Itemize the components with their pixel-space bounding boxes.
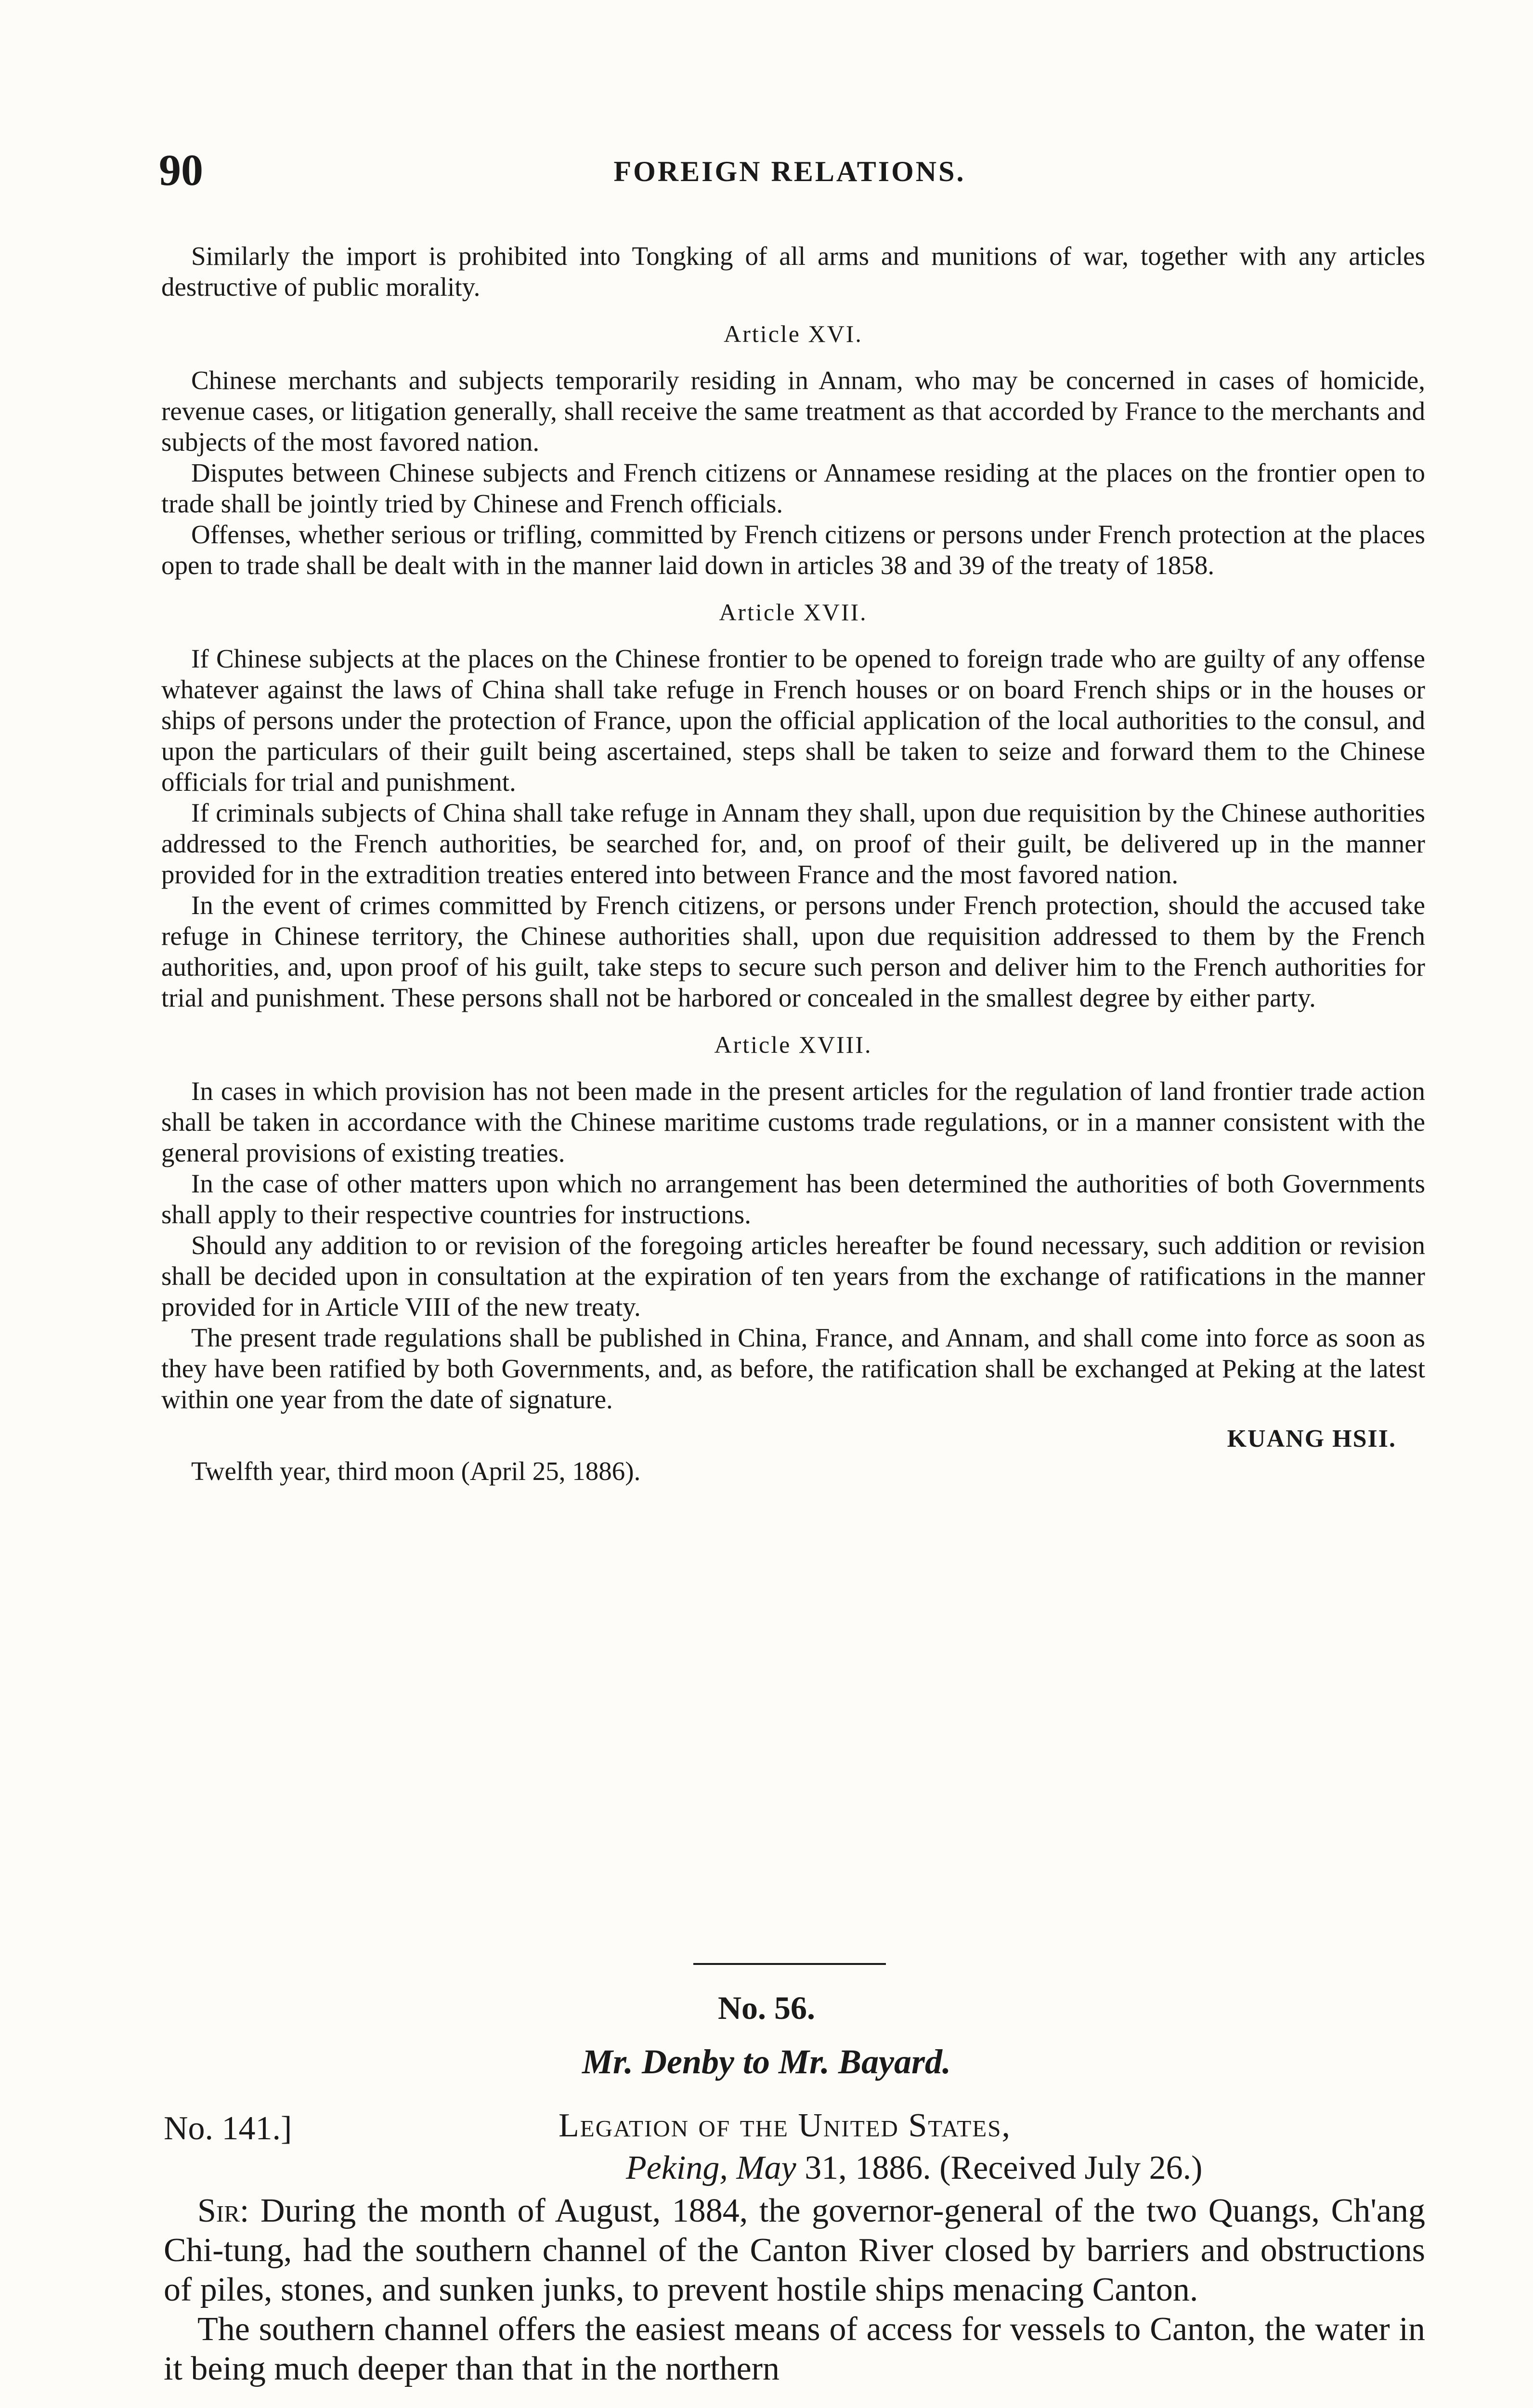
article-paragraph: In the event of crimes committed by French citizens, or persons under French protection, should the accused take refuge in Chinese territory, the Chinese authorities shall, upon due requisition addressed to them by the French authorities, and, upon proof of his guilt, take steps to secure such person and deliver him to the French authorities for trial and punishment. These persons shall not be harbored or concealed in the smallest degree by either party. [161, 890, 1425, 1012]
salutation: Sir: [197, 2192, 249, 2229]
article-paragraph: In the case of other matters upon which no arrangement has been determined the authorities of both Governments shall apply to their respective countries for instructions. [161, 1169, 1425, 1229]
article-paragraph: If Chinese subjects at the places on the Chinese frontier to be opened to foreign trade who are guilty of any offense whatever against the laws of China shall take refuge in French houses or on board French ships or in the houses or ships of persons under the protection of France, upon the official application of the local authorities to the consul, and upon the particulars of their guilt being ascertained, steps shall be taken to seize and forward them to the Chinese officials for trial and punishment. [161, 644, 1425, 797]
letter-paragraph: The southern channel offers the easiest means of access for vessels to Canton, the water in it being much deeper than that in the northern [164, 2311, 1425, 2387]
page-number: 90 [159, 145, 203, 195]
document-number: No. 56. [717, 1989, 816, 2026]
article-paragraph: In cases in which provision has not been made in the present articles for the regulation of land frontier trade action shall be taken in accordance with the Chinese maritime customs trade regulations, or in a manner consistent with the general provisions of existing treaties. [161, 1076, 1425, 1167]
letter-paragraph-text: During the month of August, 1884, the governor-general of the two Quangs, Ch'ang Chi-tung, had the southern channel of the Canton River closed by barriers and obstructions of piles, stones, and sunken junks, to prevent hostile ships menacing Canton. [164, 2192, 1426, 2308]
page-header [154, 144, 1425, 197]
letter-body [164, 2191, 1425, 2389]
article-xviii [161, 1031, 1425, 1415]
section-divider [693, 1963, 886, 1965]
article-paragraph: Offenses, whether serious or trifling, committed by French citizens or persons under French protection at the places open to trade shall be dealt with in the manner laid down in articles 38 and 39 of the treaty of 1858. [161, 520, 1425, 580]
article-heading: Article XVII. [719, 599, 868, 626]
received-note: (Received July 26.) [939, 2149, 1203, 2186]
main-text-column [161, 241, 1425, 1487]
letter-paragraph [164, 2191, 1425, 2310]
letter-title: Mr. Denby to Mr. Bayard. [582, 2042, 951, 2081]
month: May [736, 2149, 796, 2186]
article-paragraph: Disputes between Chinese subjects and French citizens or Annamese residing at the places on the frontier open to trade shall be jointly tried by Chinese and French officials. [161, 458, 1425, 518]
article-xvii [161, 598, 1425, 1013]
signature: KUANG HSII. [1227, 1425, 1396, 1453]
article-heading: Article XVI. [724, 320, 863, 347]
place: Peking, [626, 2149, 728, 2186]
article-paragraph: The present trade regulations shall be published in China, France, and Annam, and shall come into force as soon as they have been ratified by both Governments, and, as before, the ratification shall be exchanged at Peking at the latest within one year from the date of signature. [161, 1323, 1425, 1414]
intro-paragraph: Similarly the import is prohibited into Tongking of all arms and munitions of war, together with any articles destructive of public morality. [161, 241, 1425, 301]
date-line: Twelfth year, third moon (April 25, 1886). [191, 1456, 641, 1486]
place-date-line [626, 2149, 1202, 2187]
date: 31, 1886. [805, 2149, 931, 2186]
article-xvi [161, 320, 1425, 581]
article-paragraph: Chinese merchants and subjects temporarily residing in Annam, who may be concerned in cases of homicide, revenue cases, or litigation generally, shall receive the same treatment as that accorded by France to the merchants and subjects of the most favored nation. [161, 366, 1425, 457]
running-title: FOREIGN RELATIONS. [613, 156, 966, 187]
article-paragraph: Should any addition to or revision of the foregoing articles hereafter be found necessary, such addition or revision shall be decided upon in consultation at the expiration of ten years from the exchange of ratifications in the manner provided for in Article VIII of the new treaty. [161, 1230, 1425, 1322]
article-heading: Article XVIII. [714, 1031, 872, 1058]
legation-heading: Legation of the United States, [559, 2107, 1011, 2144]
article-paragraph: If criminals subjects of China shall take refuge in Annam they shall, upon due requisition by the Chinese authorities addressed to the French authorities, be searched for, and, on proof of their guilt, be delivered up in the manner provided for in the extradition treaties entered into between France and the most favored nation. [161, 798, 1425, 889]
dispatch-number: No. 141.] [164, 2110, 292, 2147]
